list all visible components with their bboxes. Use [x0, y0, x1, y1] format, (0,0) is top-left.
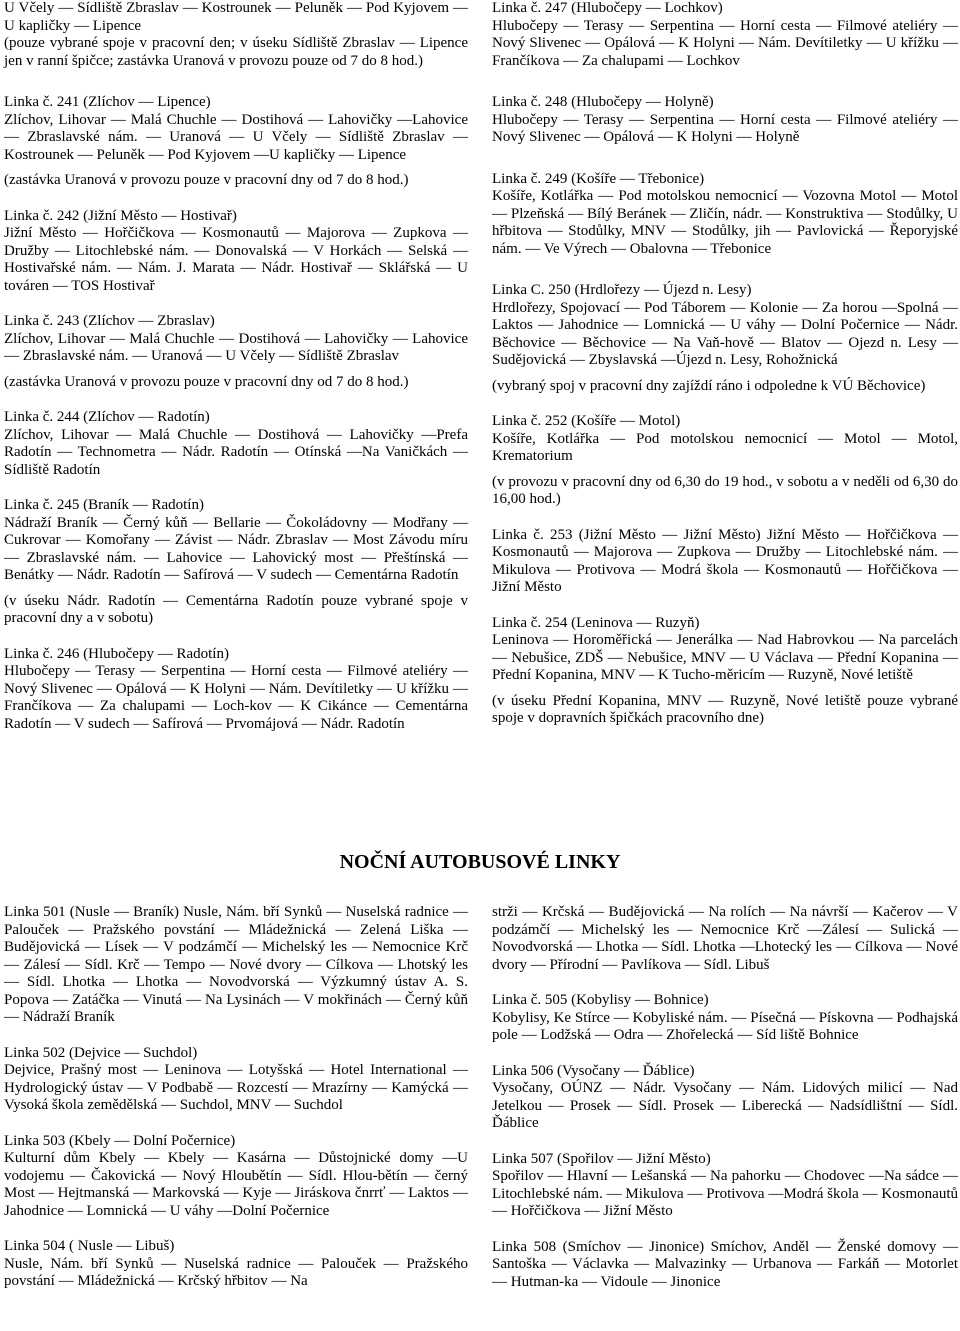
- text-paragraph: Linka 503 (Kbely — Dolní Počernice): [4, 1132, 236, 1149]
- text-paragraph: (v úseku Nádr. Radotín — Cementárna Radotín pouze vybrané spoje v pracovní dny a v sobotu): [4, 592, 468, 626]
- column-left-top: [4, 0, 468, 733]
- spacer: [4, 1115, 468, 1133]
- text-paragraph: Leninova — Horoměřická — Jenerálka — Nad Habrovkou — Na parcelách — Nebušice, ZDŠ — Nebušice, MNV — U Václava — Přední Kopanina — Přední Kopanina, MNV — K Tucho-měricím — Ruzyně, Nové letiště: [492, 632, 958, 683]
- section-title: NOČNÍ AUTOBUSOVÉ LINKY: [339, 851, 621, 873]
- text-paragraph: (v provozu v pracovní dny od 6,30 do 19 hod., v sobotu a v neděli od 6,30 do 16,00 hod.): [492, 473, 958, 507]
- text-paragraph: Vysočany, OÚNZ — Nádr. Vysočany — Nám. Lidových milicí — Nad Jetelkou — Prosek — Sídl. Prosek — Liberecká — Nadsídlištní — Sídl. Ďáblice: [492, 1080, 958, 1131]
- text-paragraph: Jižní Město — Hořčičkova — Kosmonautů — Majorova — Zupkova — Družby — Litochlebské nám. — Donovalská — V Horkách — Selská — Hostivařské nám. — Nám. J. Marata — Nádr. Hostivař — Sklářská — U továren — TOS Hostivař: [4, 225, 468, 294]
- text-paragraph: Linka č. 247 (Hlubočepy — Lochkov): [492, 0, 723, 16]
- text-paragraph: (zastávka Uranová v provozu pouze v pracovní dny od 7 do 8 hod.): [4, 172, 409, 188]
- text-paragraph: Linka 507 (Spořilov — Jižní Město): [492, 1150, 711, 1167]
- text-paragraph: Linka č. 252 (Košíře — Motol): [492, 413, 681, 429]
- spacer: [492, 1221, 958, 1239]
- text-paragraph: Košíře, Kotlářka — Pod motolskou nemocnicí — Vozovna Motol — Motol — Plzeňská — Bílý Beránek — Zličín, nádr. — Konstruktiva — Stodůlky, U hřbitova — Stodůlky, MNV — Stodůlky, jih — Pavlovická — Řeporyjské nám. — Ve Výrech — Obalovna — Třebonice: [492, 188, 958, 257]
- spacer: [492, 1133, 958, 1151]
- text-paragraph: Linka 502 (Dejvice — Suchdol): [4, 1044, 198, 1061]
- spacer: [492, 395, 958, 413]
- text-paragraph: Linka č. 248 (Hlubočepy — Holyně): [492, 94, 714, 110]
- spacer: [492, 70, 958, 94]
- spacer: [4, 70, 468, 94]
- spacer: [4, 391, 468, 409]
- text-paragraph: Linka č. 242 (Jižní Město — Hostivař): [4, 207, 237, 224]
- spacer: [492, 370, 958, 378]
- spacer: [492, 466, 958, 474]
- spacer: [492, 597, 958, 615]
- text-paragraph: Hrdlořezy, Spojovací — Pod Táborem — Kolonie — Za horou —Spolná — Laktos — Jahodnice — Lomnická — U váhy — Dolní Počernice — Nádr. Běchovice — Běchovice — Na Vaň-hově — Blatov — Ojezd n. Lesy — Sudějovická — Zbyslavská —Újezd n. Lesy, Rohožnická: [492, 299, 958, 368]
- text-paragraph: Hlubočepy — Terasy — Serpentina — Horní cesta — Filmové ateliéry — Nový Slivenec — Opálová — K Holyni — Holyně: [492, 111, 958, 145]
- text-paragraph: strži — Krčská — Budějovická — Na rolích — Na návrší — Kačerov — V podzámčí — Michelský les — Nemocnice Krč —Zálesí — Sulická — Novodvorská — Lhotka — Sídl. Lhotka —Lhotecký les — Cílkova — Nové dvory — Přírodní — Pavlíkova — Sídl. Libuš: [492, 904, 958, 973]
- spacer: [4, 1220, 468, 1238]
- text-paragraph: Kulturní dům Kbely — Kbely — Kasárna — Důstojnické domy —U vodojemu — Čakovická — Nový Hloubětín — Sídl. Hlou-bětín — černý Most — Hejtmanská — Markovská — Kyje — Jiráskova čnrrť — Laktos — Jahodnice — Lomnická — U váhy —Dolní Počernice: [4, 1150, 468, 1219]
- text-paragraph: Nádraží Braník — Černý kůň — Bellarie — Čokoládovny — Modřany — Cukrovar — Komořany — Závist — Nádr. Zbraslav — Most Závodu míru — Zbraslavské nám. — Lahovice — Lahovický most — Přeštínská — Benátky — Nádr. Radotín — Safírová — V sudech — Cementárna Radotín: [4, 514, 468, 583]
- text-paragraph: Kobylisy, Ke Stírce — Kobyliské nám. — Písečná — Pískovna — Podhajská pole — Lodžská — Odra — Zhořelecká — Síd liště Bohnice: [492, 1009, 958, 1043]
- text-paragraph: Košíře, Kotlářka — Pod motolskou nemocnicí — Motol — Motol, Krematorium: [492, 430, 958, 464]
- column-left-bottom: [4, 904, 468, 1291]
- text-paragraph: Linka 508 (Smíchov — Jinonice) Smíchov, Anděl — Ženské domovy — Santoška — Václavka — Malvazinky — Urbanova — Farkáň — Motorlet — Hutman-ka — Vidoule — Jinonice: [492, 1238, 958, 1290]
- spacer: [4, 366, 468, 374]
- text-paragraph: (v úseku Přední Kopanina, MNV — Ruzyně, Nové letiště pouze vybrané spoje v dopravních špičkách pracovního dne): [492, 692, 958, 726]
- text-paragraph: U Včely — Sídliště Zbraslav — Kostrounek — Peluněk — Pod Kyjovem — U kapličky — Lipence: [4, 0, 468, 34]
- text-paragraph: Linka č. 241 (Zlíchov — Lipence): [4, 94, 211, 110]
- text-paragraph: Linka 504 ( Nusle — Libuš): [4, 1238, 175, 1254]
- text-paragraph: Linka č. 243 (Zlíchov — Zbraslav): [4, 313, 215, 329]
- spacer: [4, 190, 468, 208]
- column-right-top: [492, 0, 958, 728]
- spacer: [4, 585, 468, 593]
- text-paragraph: Linka č. 254 (Leninova — Ruzyň): [492, 614, 700, 631]
- spacer: [492, 1045, 958, 1063]
- text-paragraph: Linka C. 250 (Hrdlořezy — Újezd n. Lesy): [492, 282, 752, 298]
- text-paragraph: Linka č. 253 (Jižní Město — Jižní Město) Jižní Město — Hořčičkova — Kosmonautů — Majorova — Zupkova — Družby — Litochlebské nám. — Mikulova — Protivova — Modrá škola — Kosmonautů — Hořčičkova — Jižní Město: [492, 526, 958, 595]
- spacer: [4, 1027, 468, 1045]
- text-paragraph: (pouze vybrané spoje v pracovní den; v úseku Sídliště Zbraslav — Lipence jen v ranní špičce; zastávka Uranová v provozu pouze od 7 do 8 hod.): [4, 35, 468, 69]
- text-paragraph: Spořilov — Hlavní — Lešanská — Na pahorku — Chodovec —Na sádce — Litochlebské nám. — Mikulova — Protivova —Modrá škola — Kosmonautů — Hořčičkova — Jižní Město: [492, 1168, 958, 1219]
- text-paragraph: Linka 501 (Nusle — Braník) Nusle, Nám. bří Synků — Nuselská radnice — Palouček — Pražského povstání — Mládežnická — Zelená Liška — Budějovická — Lísek — V podzámčí — Michelský les — Nemocnice Krč — Zálesí — Sídl. Krč — Tempo — Nové dvory — Cílkova — Lhotský les — Sídl. Lhotka — Lhotka — Novodvorská — Výzkumný ústav A. S. Popova — Zatáčka — Vinutá — Na Lysinách — V mokřinách — Černý kůň — Nádraží Braník: [4, 904, 468, 1025]
- text-paragraph: Linka č. 249 (Košíře — Třebonice): [492, 170, 705, 187]
- column-right-bottom: [492, 904, 958, 1291]
- text-paragraph: Hlubočepy — Terasy — Serpentina — Horní cesta — Filmové ateliéry — Nový Slivenec — Opálová — K Holyni — Nám. Devítiletky — U křížku — Frančíkova — Za chalupami — Lochkov: [492, 17, 958, 69]
- text-paragraph: Zlíchov, Lihovar — Malá Chuchle — Dostihová — Lahovičky —Prefa Radotín — Technometra — Nádr. Radotín — Otínská —Na Vaničkách — Sídliště Radotín: [4, 426, 468, 478]
- text-paragraph: Zlíchov, Lihovar — Malá Chuchle — Dostihová — Lahovičky — Lahovice — Zbraslavské nám. — Uranová — U Včely — Sídliště Zbraslav: [4, 330, 468, 364]
- text-paragraph: Dejvice, Prašný most — Leninova — Lotyšská — Hotel International — Hydrologický ústav — V Podbabě — Rozcestí — Mrazírny — Kamýcká — Vysoká škola zemědělská — Suchdol, MNV — Suchdol: [4, 1062, 468, 1113]
- text-paragraph: Linka 506 (Vysočany — Ďáblice): [492, 1062, 695, 1079]
- spacer: [4, 295, 468, 313]
- spacer: [492, 685, 958, 693]
- spacer: [492, 509, 958, 527]
- text-paragraph: Hlubočepy — Terasy — Serpentina — Horní cesta — Filmové ateliéry — Nový Slivenec — Opálová — K Holyni — Nám. Devítiletky — U křížku — Frančíkova — Za chalupami — Loch-kov — K Cikánce — Cementárna Radotín — V sudech — Safírová — Prvomájová — Nádr. Radotín: [4, 663, 468, 732]
- text-paragraph: Linka č. 505 (Kobylisy — Bohnice): [492, 992, 709, 1008]
- text-paragraph: (vybraný spoj v pracovní dny zajíždí ráno i odpoledne k VÚ Běchovice): [492, 377, 926, 394]
- spacer: [4, 628, 468, 646]
- spacer: [4, 164, 468, 172]
- text-paragraph: Linka č. 245 (Braník — Radotín): [4, 497, 204, 513]
- spacer: [4, 479, 468, 497]
- spacer: [492, 974, 958, 992]
- spacer: [492, 258, 958, 282]
- text-paragraph: (zastávka Uranová v provozu pouze v pracovní dny od 7 do 8 hod.): [4, 373, 409, 390]
- text-paragraph: Linka č. 244 (Zlíchov — Radotín): [4, 409, 210, 425]
- spacer: [492, 147, 958, 171]
- text-paragraph: Nusle, Nám. bří Synků — Nuselská radnice — Palouček — Pražského povstání — Mládežnická — Krčský hřbitov — Na: [4, 1255, 468, 1289]
- text-paragraph: Zlíchov, Lihovar — Malá Chuchle — Dostihová — Lahovičky —Lahovice — Zbraslavské nám. — Uranová — U Včely — Sídliště Zbraslav — Kostrounek — Peluněk — Pod Kyjovem —U kapličky — Lipence: [4, 111, 468, 163]
- text-paragraph: Linka č. 246 (Hlubočepy — Radotín): [4, 645, 229, 662]
